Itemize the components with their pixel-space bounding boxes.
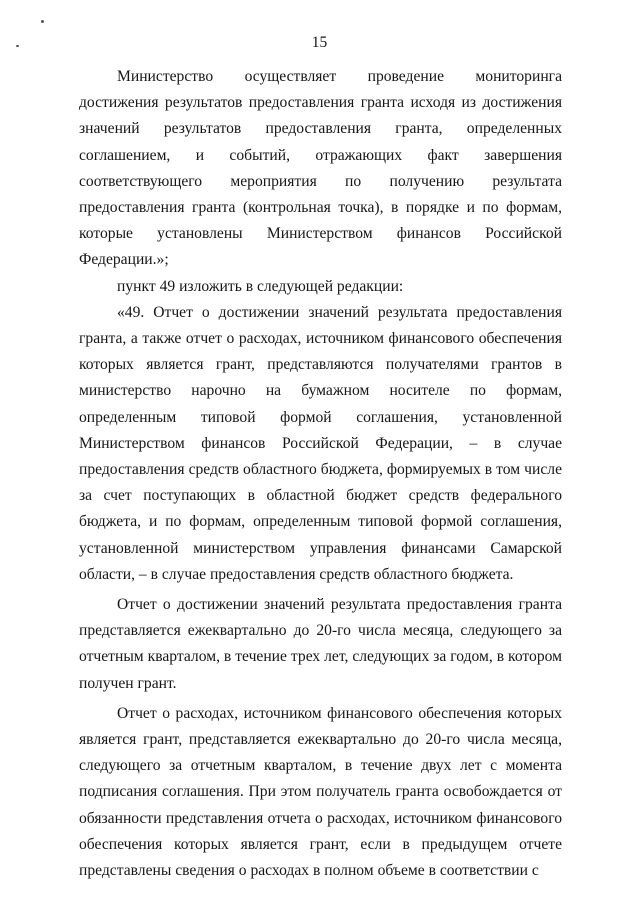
document-body [79,64,562,884]
paragraph-clause-49: «49. Отчет о достижении значений результата предоставления гранта, а также отчет о расходах, источником финансового обеспечения которых является грант, представляются получателями грантов в министерство нарочно на бумажном носителе по формам, определенным типовой формой соглашения, установленной Министерством финансов Российской Федерации, – в случае предоставления средств областного бюджета, формируемых в том числе за счет поступающих в областной бюджет средств федерального бюджета, и по формам, определенным типовой формой соглашения, установленной министерством управления финансами Самарской области, – в случае предоставления средств областного бюджета. [79,303,562,583]
paragraph-expense-report: Отчет о расходах, источником финансового обеспечения которых является грант, представляется ежеквартально до 20-го числа месяца, следующего за отчетным кварталом, в течение двух лет с момента подписания соглашения. При этом получатель гранта освобождается от обязанности представления отчета о расходах, источником финансового обеспечения которых является грант, если в предыдущем отчете представлены сведения о расходах в полном объеме в соответствии с [79,704,562,880]
paragraph-monitoring: Министерство осуществляет проведение мониторинга достижения результатов предоставления гранта исходя из достижения значений результатов предоставления гранта, определенных соглашением, и событий, отражающих факт завершения соответствующего мероприятия по получению результата предоставления гранта (контрольная точка), в порядке и по формам, которые установлены Министерством финансов Российской Федерации.»; [79,68,562,269]
scan-speck [41,20,44,23]
page-number: 15 [311,34,328,51]
paragraph-amendment-instruction: пункт 49 изложить в следующей редакции: [117,277,404,295]
paragraph-results-report: Отчет о достижении значений результата предоставления гранта представляется ежеквартально до 20-го числа месяца, следующего за отчетным кварталом, в течение трех лет, следующих за годом, в котором получен грант. [79,596,562,692]
